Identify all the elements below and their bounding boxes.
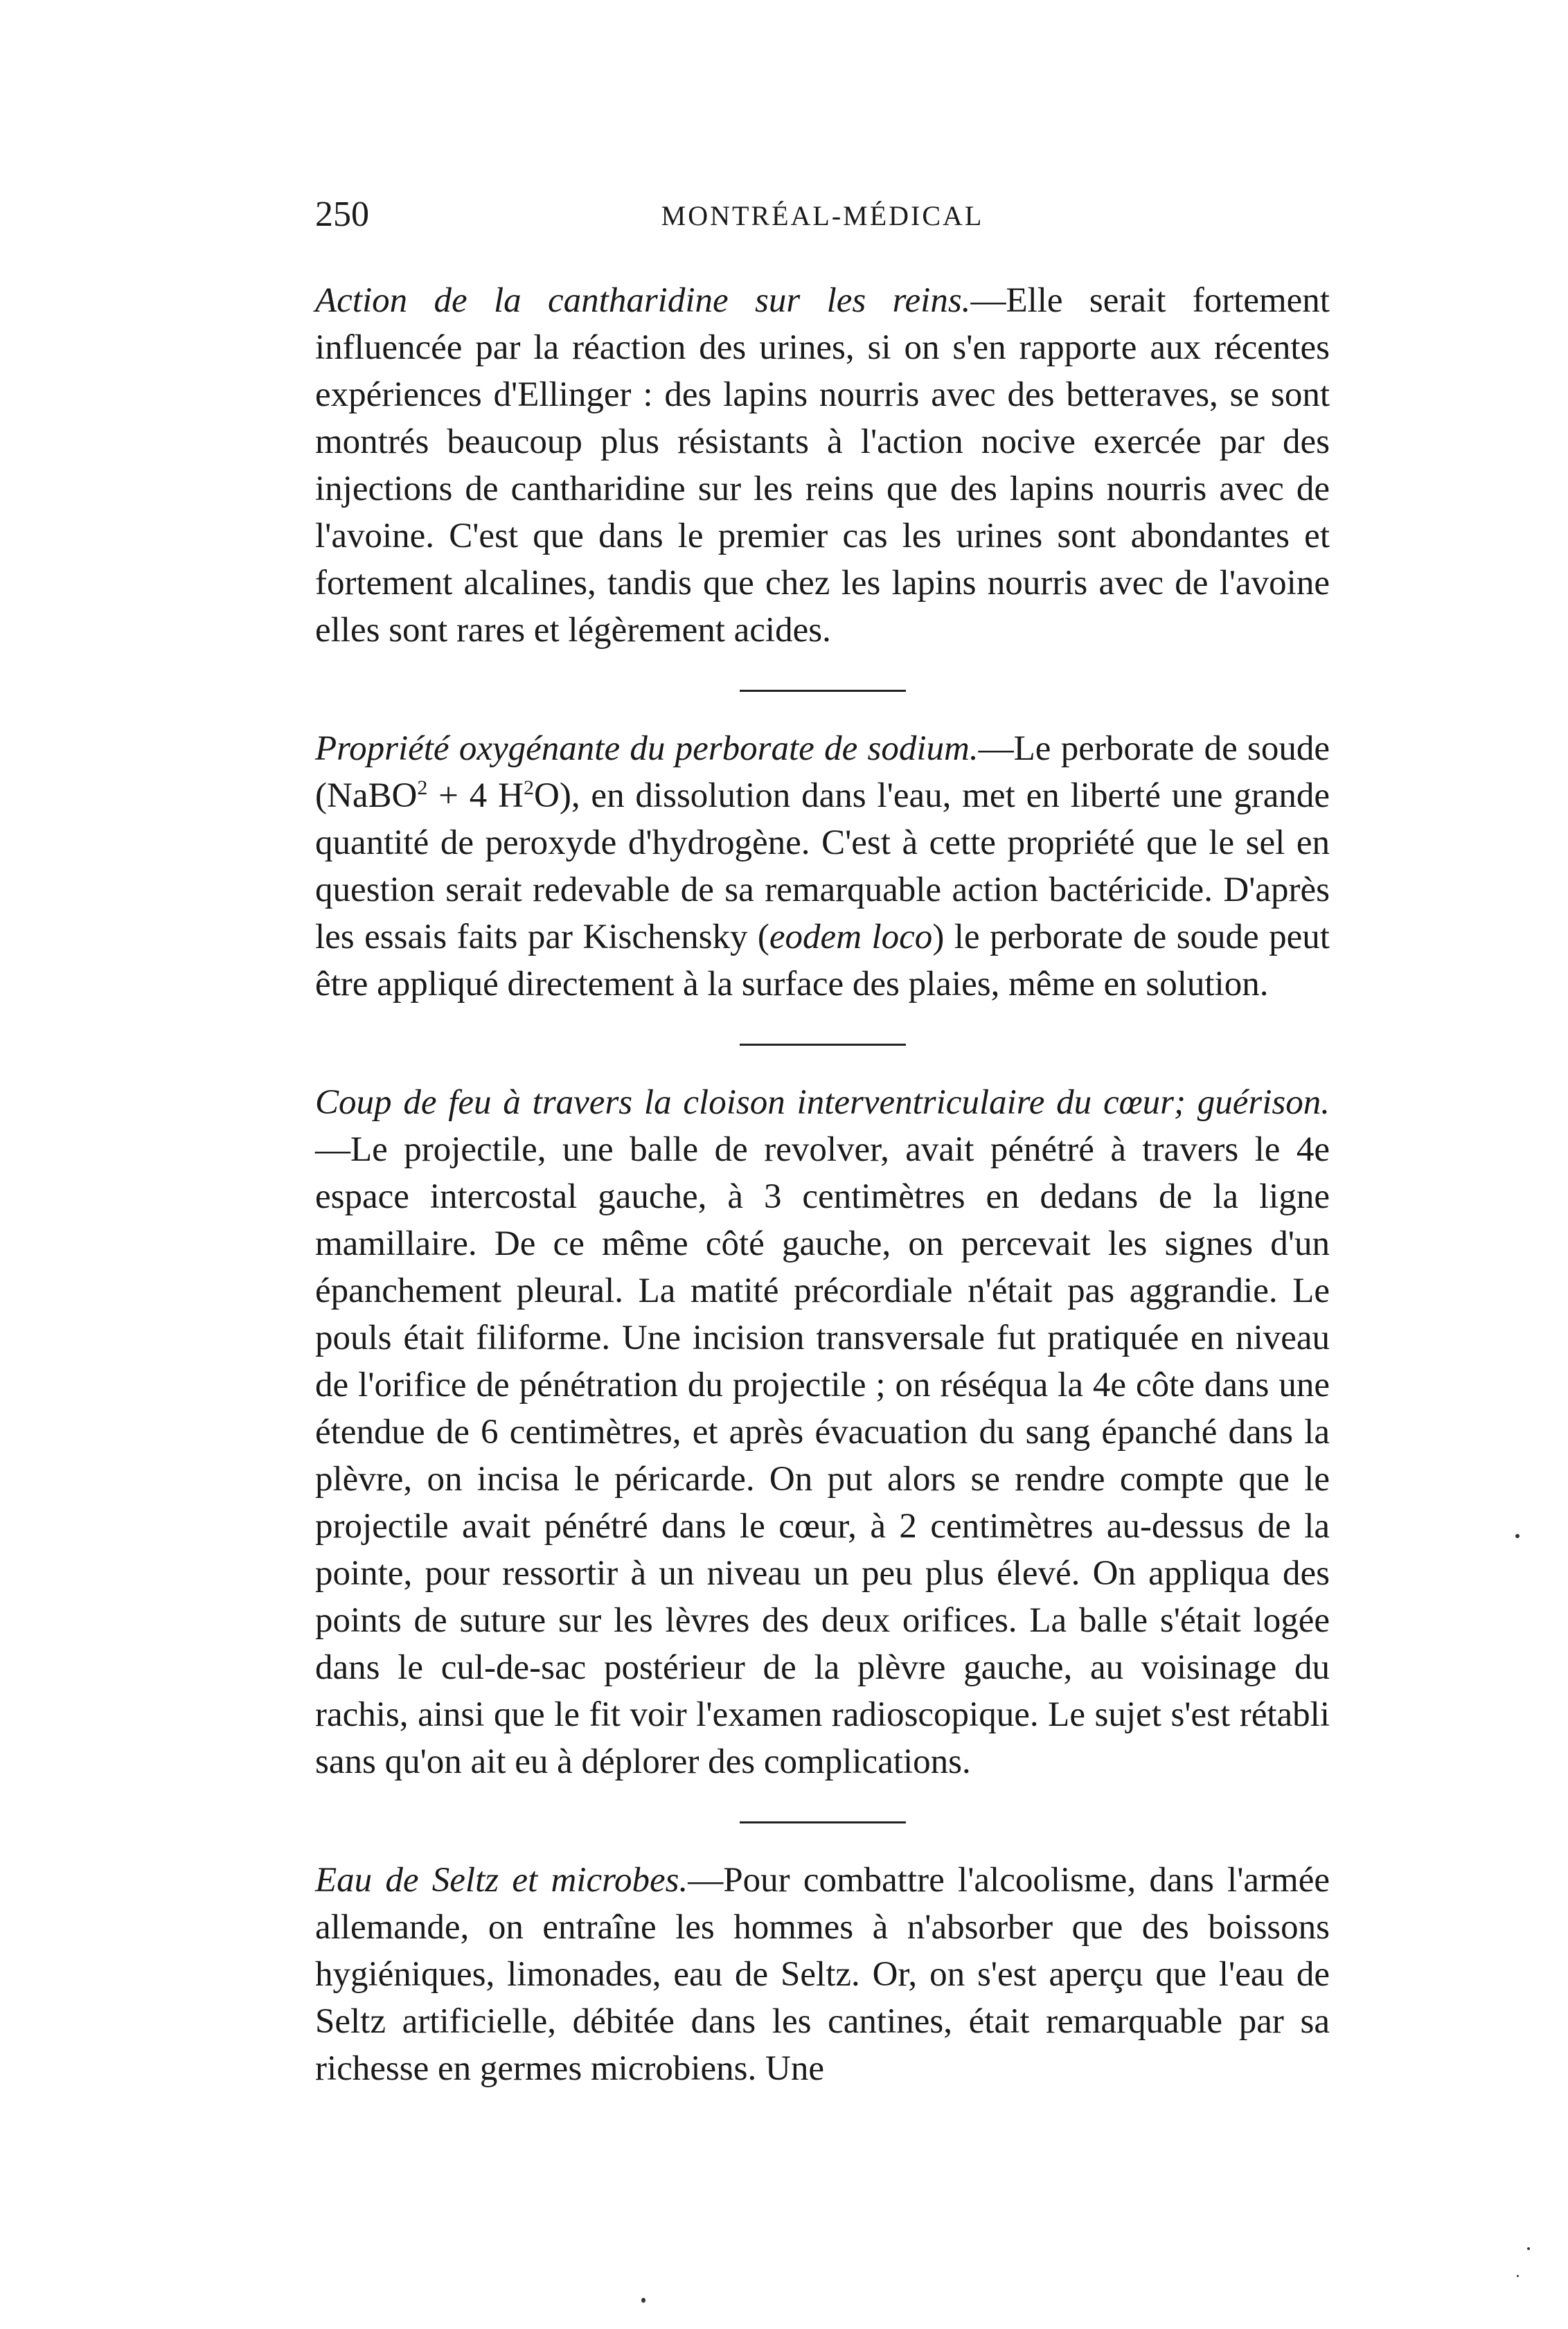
article-body	[315, 277, 1330, 2092]
section-title: Eau de Seltz et microbes.	[315, 1861, 688, 1900]
section-divider	[740, 690, 906, 692]
section-divider	[740, 1044, 906, 1046]
scan-speck	[1515, 1534, 1520, 1538]
section-perborate	[315, 725, 1330, 1008]
section-gunshot	[315, 1079, 1330, 1785]
section-text: —Elle serait fortement influencée par la réaction des urines, si on s'en rapporte aux récentes expériences d'Ellinger : des lapins nourris avec des betteraves, se sont montrés beaucoup plus résistants à l'action nocive exercée par des injections de cantharidine sur les reins que des lapins nourris avec de l'avoine. C'est que dans le premier cas les urines sont abondantes et fortement alcalines, tandis que chez les lapins nourris avec de l'avoine elles sont rares et légèrement acides.	[315, 281, 1330, 650]
scan-speck	[1517, 2275, 1519, 2277]
scan-speck	[1527, 2247, 1530, 2250]
section-text: —Pour combattre l'alcoolisme, dans l'armée allemande, on entraîne les hommes à n'absorber que des boissons hygiéniques, limonades, eau de Seltz. Or, on s'est aperçu que l'eau de Seltz artificielle, débitée dans les cantines, était remarquable par sa richesse en germes microbiens. Une	[315, 1861, 1330, 2088]
paragraph	[315, 1857, 1330, 2092]
section-text: —Le perborate de soude (NaBO	[315, 729, 1330, 815]
formula-superscript: 2	[417, 776, 428, 799]
section-text: —Le projectile, une balle de revolver, avait pénétré à travers le 4e espace intercostal gauche, à 3 centimètres en dedans de la ligne mamillaire. De ce même côté gauche, on percevait les signes d'un épanchement pleural. La matité précordiale n'était pas aggrandie. Le pouls était filiforme. Une incision transversale fut pratiquée en niveau de l'orifice de pénétration du projectile ; on réséqua la 4e côte dans une étendue de 6 centimètres, et après évacuation du sang épanché dans la plèvre, on incisa le péricarde. On put alors se rendre compte que le projectile avait pénétré dans le cœur, à 2 centimètres au-dessus de la pointe, pour ressortir à un niveau un peu plus élevé. On appliqua des points de suture sur les lèvres des deux orifices. La balle s'était logée dans le cul-de-sac postérieur de la plèvre gauche, au voisinage du rachis, ainsi que le fit voir l'examen radioscopique. Le sujet s'est rétabli sans qu'on ait eu à déplorer des complications.	[315, 1130, 1330, 1781]
section-text: ) le perborate de soude peut être appliqué directement à la surface des plaies, même en solution.	[315, 918, 1330, 1003]
page-number: 250	[315, 195, 369, 234]
citation-reference: eodem loco	[769, 918, 933, 956]
paragraph	[315, 277, 1330, 654]
running-head	[315, 194, 1330, 242]
formula-superscript: 2	[524, 776, 534, 799]
paragraph	[315, 1079, 1330, 1785]
section-divider	[740, 1821, 906, 1823]
section-seltz	[315, 1857, 1330, 2092]
journal-title: MONTRÉAL-MÉDICAL	[661, 200, 984, 231]
formula-text: + 4 H	[427, 776, 524, 815]
section-title: Action de la cantharidine sur les reins.	[315, 281, 971, 320]
scan-speck	[641, 2298, 645, 2303]
section-title: Propriété oxygénante du perborate de sodium.	[315, 729, 979, 768]
paragraph	[315, 725, 1330, 1008]
section-cantharidine	[315, 277, 1330, 654]
section-text: O), en dissolution dans l'eau, met en liberté une grande quantité de peroxyde d'hydrogène. C'est à cette propriété que le sel en question serait redevable de sa remarquable action bactéricide. D'après les essais faits par Kischensky (	[315, 776, 1330, 956]
section-title: Coup de feu à travers la cloison interventriculaire du cœur; guérison.	[315, 1083, 1330, 1122]
